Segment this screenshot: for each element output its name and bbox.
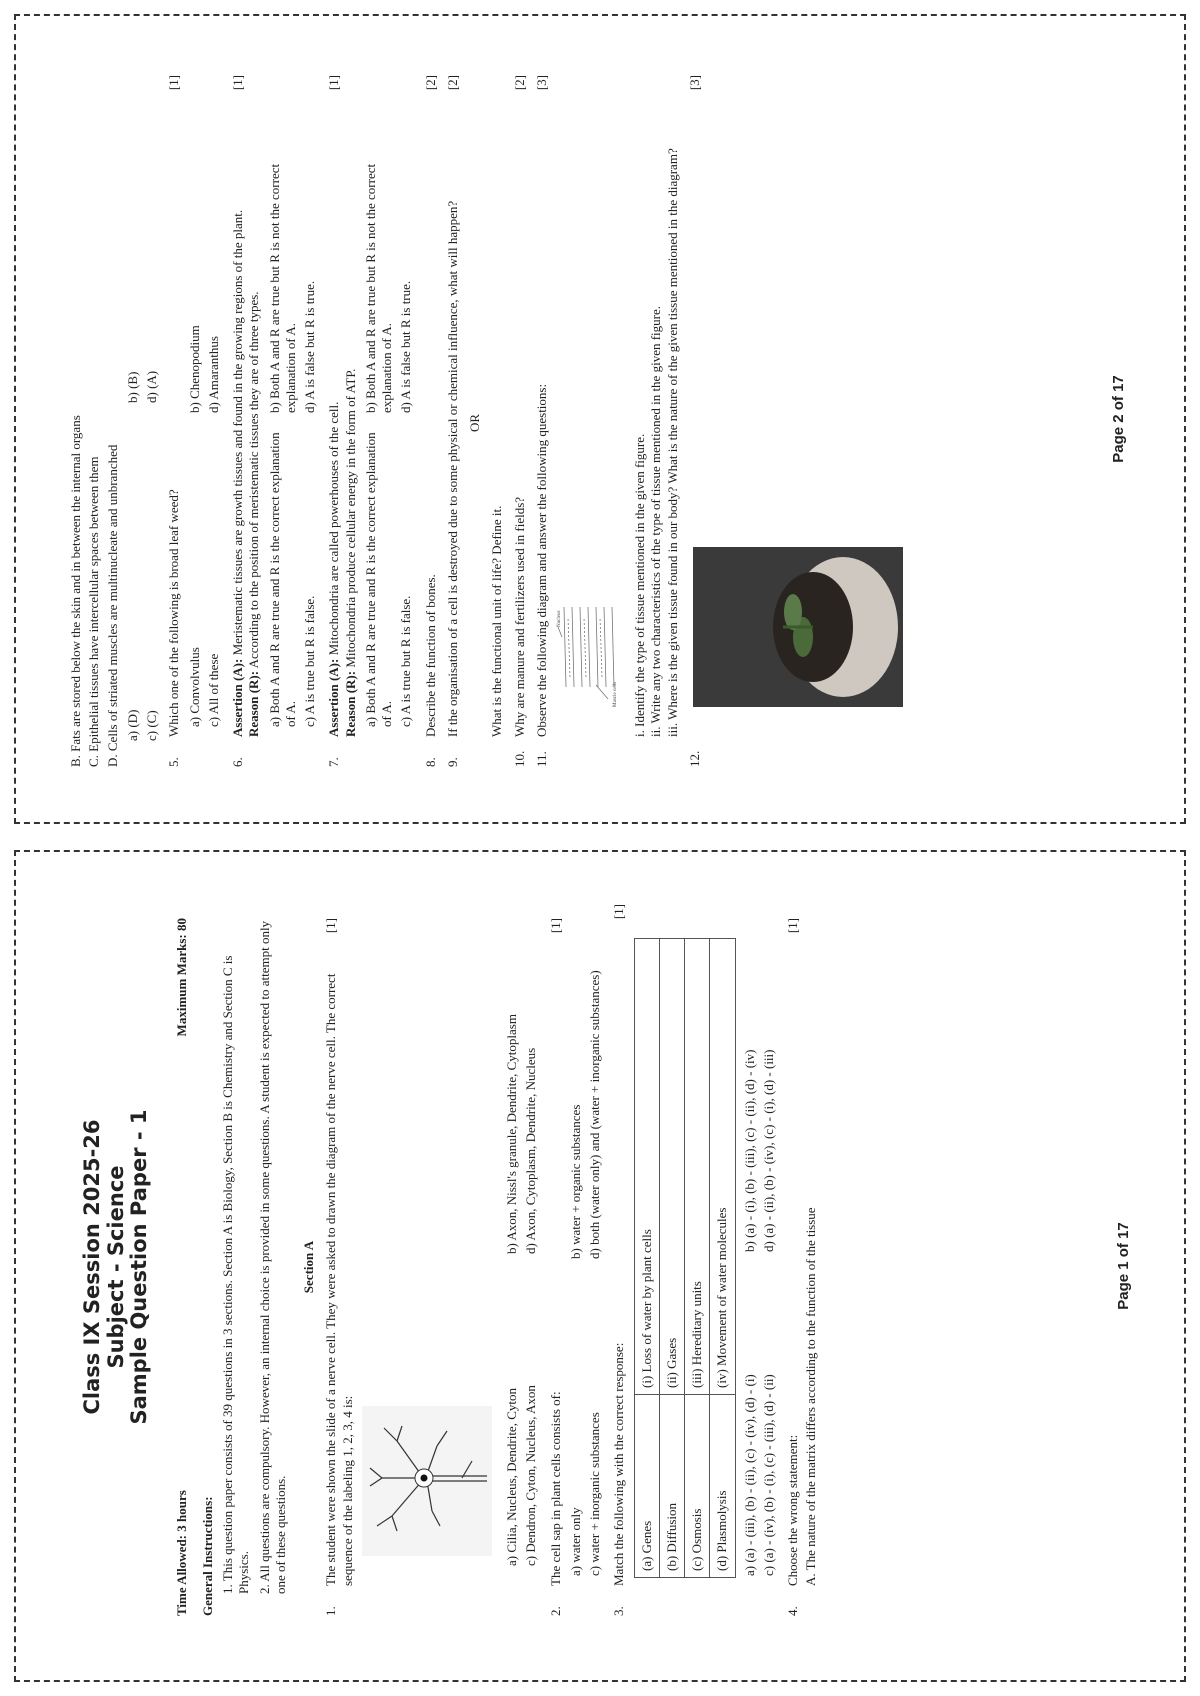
question-text: Match the following with the correct response: [611, 1342, 627, 1586]
nerve-cell-diagram [362, 1406, 492, 1556]
sub-question: iii. Where is the given tissue found in our body? What is the nature of the given tissue mentioned in the diagram? [664, 148, 680, 737]
page-1 [35, 876, 1165, 1656]
table-cell: (d) Plasmolysis [710, 1395, 735, 1578]
statement-c: C. Epithelial tissues have intercellular spaces between them [86, 456, 102, 767]
marks: [3] [533, 75, 549, 91]
question-12 [687, 75, 907, 767]
option: c) (a) - (iv), (b) - (i), (c) - (iii), (d) - (ii) [760, 1374, 776, 1576]
option: a) water only [567, 1507, 583, 1576]
statement-a: A. The nature of the matrix differs according to the function of the tissue [803, 1207, 819, 1586]
maximum-marks: Maximum Marks: 80 [173, 918, 189, 1037]
option: d) A is false but R is true. [398, 280, 414, 413]
question-text: Describe the function of bones. [422, 574, 438, 737]
page-2 [40, 39, 1160, 799]
option: d) (A) [144, 370, 159, 403]
question-number: 7. [326, 757, 342, 767]
option: a) (a) - (iii), (b) - (ii), (c) - (iv), (d) - (i) [741, 1374, 757, 1576]
instruction: 2. All questions are compulsory. However, an internal choice is provided in some questions. A student is expected to attempt only one of these questions. [256, 920, 288, 1594]
marks: [1] [230, 75, 245, 91]
marks: [2] [511, 75, 527, 91]
option: a) Both A and R are true and R is the correct explanation of A. [266, 432, 298, 727]
option: b) Chenopodium [186, 325, 202, 413]
marks: [1] [166, 75, 182, 91]
option: b) water + organic substances [567, 1104, 583, 1259]
title-session: Class IX Session 2025-26 [80, 1119, 104, 1415]
assertion-label: Assertion (A): [326, 658, 342, 737]
page-footer: Page 1 of 17 [1115, 1222, 1132, 1310]
table-cell: (b) Diffusion [659, 1395, 684, 1578]
reason-text: According to the position of meristematic tissues they are of three types. [246, 291, 262, 669]
option: c) A is true but R is false. [398, 595, 414, 727]
marks: [2] [422, 75, 438, 91]
option: b) Both A and R are true but R is not the correct explanation of A. [266, 163, 298, 413]
option: c) Dendron, Cyton, Nucleus, Axon [523, 1385, 539, 1566]
page-footer: Page 2 of 17 [1110, 375, 1127, 463]
title-paper: Sample Question Paper - 1 [127, 1109, 152, 1425]
page-1-frame [14, 850, 1186, 1682]
option: d) Axon, Cytoplasm, Dendrite, Nucleus [523, 1047, 539, 1254]
option: d) A is false but R is true. [302, 280, 317, 413]
question-8 [423, 75, 439, 767]
assertion-text: Mitochondria are called powerhouses of the cell. [326, 401, 342, 656]
q4-options [125, 75, 161, 741]
question-6 [230, 75, 320, 767]
option: b) Both A and R are true but R is not the correct explanation of A. [362, 163, 394, 413]
reason-label: Reason (R): [342, 670, 358, 737]
question-number: 5. [166, 757, 182, 767]
marks: [1] [323, 918, 339, 934]
assertion-label: Assertion (A): [230, 658, 245, 737]
muscle-cells-label: Muscle cells [613, 681, 618, 707]
table-cell: (iii) Hereditary units [685, 939, 710, 1395]
question-number: 4. [785, 1606, 801, 1616]
option: d) (a) - (ii), (b) - (iv), (c) - (i), (d) - (iii) [760, 1049, 776, 1252]
option: a) Cilia, Nucleus, Dendrite, Cyton [504, 1388, 520, 1566]
question-text: If the organisation of a cell is destroyed due to some physical or chemical influence, what will happen? [444, 200, 460, 737]
question-number: 12. [686, 750, 702, 767]
table-row [634, 939, 659, 1578]
question-text: Which one of the following is broad leaf weed? [166, 489, 182, 737]
table-cell: (c) Osmosis [685, 1395, 710, 1578]
soil-in-hands-image [693, 547, 903, 707]
page-2-frame [14, 14, 1186, 824]
section-heading: Section A [301, 1240, 317, 1294]
table-cell: (ii) Gases [659, 939, 684, 1395]
marks: [1] [785, 918, 801, 934]
question-number: 11. [533, 751, 549, 767]
question-3 [611, 904, 779, 1616]
question-number: 2. [547, 1606, 563, 1616]
table-row [659, 939, 684, 1578]
option: a) Both A and R are true and R is the correct explanation of A. [362, 432, 394, 727]
question-number: 6. [230, 757, 245, 767]
question-number: 8. [422, 757, 438, 767]
alternate-question: What is the functional unit of life? Define it. [489, 505, 505, 737]
option: a) (D) [124, 709, 140, 741]
question-text: Observe the following diagram and answer the following questions: [533, 383, 549, 737]
question-text: The cell sap in plant cells consists of: [547, 1391, 563, 1586]
sub-question: i. Identify the type of tissue mentioned in the given figure. [632, 433, 647, 737]
marks: [2] [444, 75, 460, 91]
match-table [634, 938, 736, 1578]
marks: [1] [326, 75, 342, 91]
question-text: The student were shown the slide of a nerve cell. They were asked to drawn the diagram of the nerve cell. The correct sequence of the labeling 1, 2, 3, 4 is: [323, 973, 355, 1586]
table-row [710, 939, 735, 1578]
table-cell: (iv) Movement of water molecules [710, 939, 735, 1395]
option: c) All of these [205, 653, 221, 727]
marks: [1] [611, 904, 627, 920]
table-cell: (i) Loss of water by plant cells [634, 939, 659, 1395]
table-row [685, 939, 710, 1578]
question-4 [785, 918, 822, 1616]
marks: [3] [686, 75, 702, 91]
statement-b: B. Fats are stored below the skin and in between the internal organs [68, 415, 83, 767]
question-text: Why are manure and fertilizers used in fields? [511, 496, 527, 737]
option: b) (B) [124, 371, 140, 403]
or-label: OR [467, 413, 482, 433]
question-number: 9. [444, 757, 460, 767]
option: d) Amaranthus [205, 336, 221, 413]
reason-label: Reason (R): [246, 670, 262, 737]
option: c) (C) [144, 710, 159, 741]
option: a) Convolvulus [186, 647, 202, 727]
option: b) (a) - (i), (b) - (iii), (c) - (ii), (d) - (iv) [741, 1049, 757, 1252]
instruction: 1. This question paper consists of 39 questions in 3 sections. Section A is Biology, Section B is Chemistry and Section C is Physics. [220, 955, 252, 1594]
time-allowed: Time Allowed: 3 hours [173, 1490, 189, 1616]
title-subject: Subject - Science [103, 1165, 128, 1369]
assertion-text: Meristematic tissues are growth tissues and found in the growing regions of the plant. [230, 209, 245, 656]
question-number: 1. [323, 1606, 339, 1616]
reason-text: Mitochondria produce cellular energy in the form of ATP. [342, 368, 358, 668]
question-number: 10. [511, 750, 527, 767]
question-1 [323, 918, 541, 1616]
page-title [81, 918, 152, 1616]
muscle-tissue-diagram [556, 597, 626, 707]
general-instructions-heading: General Instructions: [199, 1496, 215, 1616]
sub-question: ii. Write any two characteristics of the type of tissue mentioned in the given figure. [648, 306, 664, 737]
option: b) Axon, Nissl's granule, Dendrite, Cytoplasm [504, 1014, 520, 1254]
question-number: 3. [611, 1606, 627, 1616]
option: d) both (water only) and (water + inorganic substances) [587, 970, 603, 1259]
option: c) A is true but R is false. [302, 595, 317, 727]
question-2 [548, 918, 606, 1616]
statement-d: D. Cells of striated muscles are multinucleate and unbranched [104, 444, 120, 767]
question-5 [166, 75, 224, 767]
marks: [1] [547, 918, 563, 934]
option: c) water + inorganic substances [587, 1412, 603, 1576]
question-text: Choose the wrong statement: [785, 1434, 801, 1586]
nucleus-label: Nucleus [557, 610, 562, 627]
table-cell: (a) Genes [634, 1395, 659, 1578]
question-11 [534, 75, 681, 767]
question-7 [326, 75, 416, 767]
question-9 [445, 75, 506, 767]
question-10 [512, 75, 528, 767]
